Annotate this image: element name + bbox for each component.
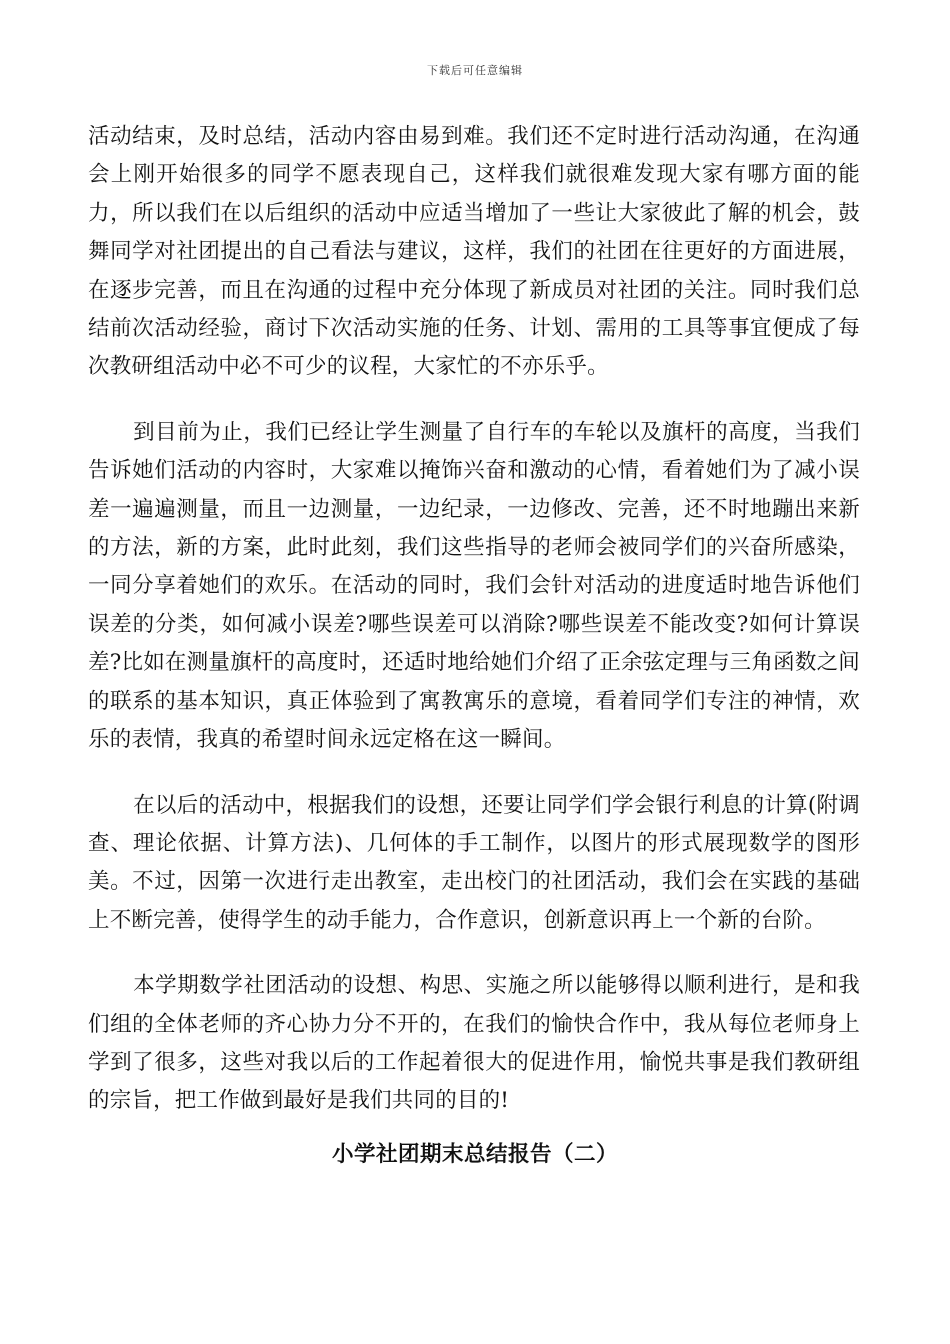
paragraph-2: 到目前为止，我们已经让学生测量了自行车的车轮以及旗杆的高度，当我们告诉她们活动的内容时，大家难以掩饰兴奋和激动的心情，看着她们为了减小误差一遍遍测量，而且一边测量，一边纪录，一边修改、完善，还不时地蹦出来新的方法，新的方案，此时此刻，我们这些指导的老师会被同学们的兴奋所感染，一同分享着她们的欢乐。在活动的同时，我们会针对活动的进度适时地告诉他们误差的分类，如何减小误差?哪些误差可以消除?哪些误差不能改变?如何计算误差?比如在测量旗杆的高度时，还适时地给她们介绍了正余弦定理与三角函数之间的联系的基本知识，真正体验到了寓教寓乐的意境，看着同学们专注的神情，欢乐的表情，我真的希望时间永远定格在这一瞬间。	[88, 419, 860, 753]
paragraph-gap	[88, 760, 860, 787]
paragraph-4: 本学期数学社团活动的设想、构思、实施之所以能够得以顺利进行，是和我们组的全体老师的齐心协力分不开的，在我们的愉快合作中，我从每位老师身上学到了很多，这些对我以后的工作起着很大的促进作用，愉悦共事是我们教研组的宗旨，把工作做到最好是我们共同的目的!	[88, 973, 860, 1114]
paragraph-gap	[88, 387, 860, 414]
download-note: 下载后可任意编辑	[427, 64, 523, 77]
section-title: 小学社团期末总结报告（二）	[331, 1142, 618, 1167]
paragraph-gap	[88, 940, 860, 967]
paragraph-1: 活动结束，及时总结，活动内容由易到难。我们还不定时进行活动沟通，在沟通会上刚开始很多的同学不愿表现自己，这样我们就很难发现大家有哪方面的能力，所以我们在以后组织的活动中应适当增加了一些让大家彼此了解的机会，鼓舞同学对社团提出的自己看法与建议，这样，我们的社团在往更好的方面进展，在逐步完善，而且在沟通的过程中充分体现了新成员对社团的关注。同时我们总结前次活动经验，商讨下次活动实施的任务、计划、需用的工具等事宜便成了每次教研组活动中必不可少的议程，大家忙的不亦乐乎。	[88, 124, 860, 380]
document-body	[88, 118, 860, 1121]
paragraph-3: 在以后的活动中，根据我们的设想，还要让同学们学会银行利息的计算(附调查、理论依据、计算方法)、几何体的手工制作，以图片的形式展现数学的图形美。不过，因第一次进行走出教室，走出校门的社团活动，我们会在实践的基础上不断完善，使得学生的动手能力，合作意识，创新意识再上一个新的台阶。	[88, 792, 860, 933]
